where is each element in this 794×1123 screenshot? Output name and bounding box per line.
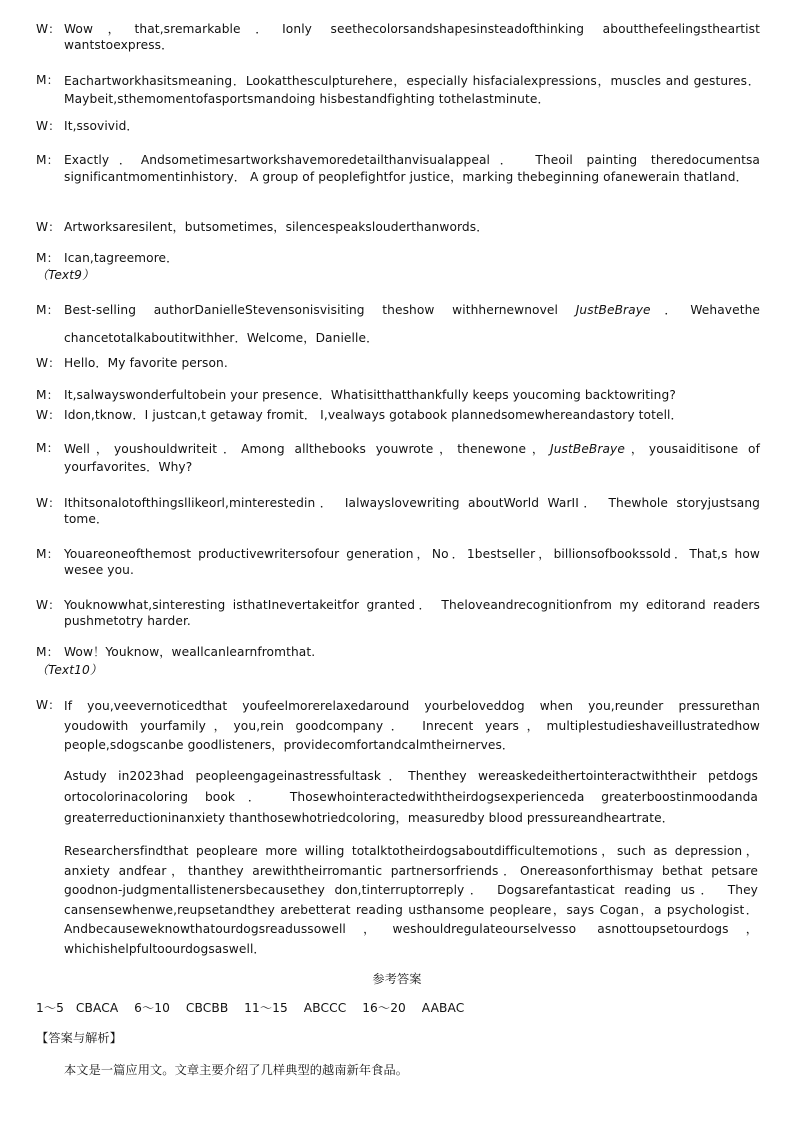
analysis-heading: 【答案与解析】 — [36, 1031, 123, 1045]
dialogue-text: Youareoneofthemost productivewritersofour generation，No．1bestseller，billionsofbookssold．That,s how wesee you. — [64, 547, 760, 577]
section-label-text10: （Text10） — [36, 663, 103, 677]
answer-key-line: 1～5 CBACA 6～10 CBCBB 11～15 ABCCC 16～20 AABAC — [36, 1001, 465, 1015]
dialogue-line — [36, 697, 760, 756]
dialogue-text: Idon,tknow．I justcan,t getaway fromit． I,vealways gotabook plannedsomewhereandastory totell． — [64, 408, 683, 422]
speaker-label: W： — [36, 119, 61, 133]
speaker-label: M： — [36, 645, 59, 659]
section-label-text9: （Text9） — [36, 268, 95, 282]
speaker-label: M： — [36, 547, 59, 561]
dialogue-text: Artworksaresilent，butsometimes，silencespeakslouderthanwords． — [64, 220, 489, 234]
speaker-label: M： — [36, 153, 59, 167]
dialogue-text: Well，youshouldwriteit．Among allthebooks youwrote，thenewone，JustBeBraye，yousaiditisone of yourfavorites．Why? — [64, 442, 760, 474]
dialogue-text: Youknowwhat,sinteresting isthatInevertakeitfor granted． Theloveandrecognitionfrom my editorand readers pushmetotry harder. — [64, 598, 760, 628]
speaker-label: W： — [36, 220, 61, 234]
passage-paragraph: Astudy in2023had peopleengageinastressfultask．Thenthey wereaskedeithertointeractwiththeir petdogs ortocolorinacoloring book． Thosewhointeractedwiththeirdogsexperienceda greaterboostinmoodanda greaterreductioninanxiety thanthosewhotriedcoloring，measuredby blood pressureandheartrate． — [64, 769, 758, 825]
dialogue-line — [36, 72, 760, 108]
speaker-label: W： — [36, 22, 61, 36]
speaker-label: M： — [36, 303, 59, 317]
dialogue-line — [36, 355, 760, 371]
answer-key-heading: 参考答案 — [372, 972, 422, 986]
dialogue-line — [36, 302, 760, 352]
speaker-label: M： — [36, 388, 59, 402]
dialogue-line — [36, 152, 760, 185]
dialogue-text: Wow！Youknow，weallcanlearnfromthat. — [64, 645, 316, 659]
speaker-label: M： — [36, 441, 59, 455]
dialogue-text: Ithitsonalotofthingsllikeorl,minterestedin． Ialwayslovewriting aboutWorld WarII． Thewhole storyjustsang tome． — [64, 496, 760, 526]
speaker-label: W： — [36, 598, 61, 612]
dialogue-line — [36, 644, 760, 660]
speaker-label: W： — [36, 356, 61, 370]
dialogue-line — [36, 407, 760, 423]
dialogue-text: Wow，that,sremarkable．Ionly seethecolorsandshapesinsteadofthinking aboutthefeelingstheartist wantstoexpress． — [64, 22, 760, 52]
analysis-text: 本文是一篇应用文。文章主要介绍了几样典型的越南新年食品。 — [64, 1063, 409, 1077]
dialogue-line — [36, 21, 760, 53]
dialogue-line — [36, 597, 760, 629]
dialogue-text: It,ssovivid． — [64, 119, 139, 133]
book-title: JustBeBraye — [550, 442, 625, 456]
dialogue-line — [36, 387, 760, 403]
dialogue-line — [36, 118, 760, 134]
speaker-label: W： — [36, 496, 61, 510]
dialogue-text: Hello．My favorite person. — [64, 356, 228, 370]
passage-paragraph: Researchersfindthat peopleare more willing totalktotheirdogsaboutdifficultemotions，such as depression，anxiety andfear，thanthey arewiththeirromantic partnersorfriends．Onereasonforthismay bethat petsare goodnon-judgmentallistenersbecausethey don,tinterruptorreply． Dogsarefantasticat reading us． They cansensewhenwe,reupsetandthey arebetterat reading usthansome peopleare，says Cogan，a psychologist． Andbecauseweknowthatourdogsreadussowell，weshouldregulateourselvesso asnottoupsetourdogs，whichishelpfultoourdogsaswell． — [64, 844, 758, 956]
dialogue-text: Exactly．Andsometimesartworkshavemoredetailthanvisualappeal． Theoil painting theredocumentsa significantmomentinhistory． A group of peoplefightfor justice，marking thebeginning ofanewerain thatland． — [64, 153, 760, 184]
dialogue-text: Ican,tagreemore． — [64, 251, 179, 265]
dialogue-line — [36, 495, 760, 527]
dialogue-line — [36, 250, 760, 266]
dialogue-line — [36, 219, 760, 235]
dialogue-text: It,salwayswonderfultobein your presence．Whatisitthatthankfully keeps youcoming backtowriting? — [64, 388, 676, 402]
speaker-label: M： — [36, 73, 59, 87]
dialogue-line — [36, 546, 760, 578]
speaker-label: M： — [36, 251, 59, 265]
speaker-label: W： — [36, 698, 61, 712]
book-title: JustBeBraye — [575, 303, 651, 317]
dialogue-text: Best-selling authorDanielleStevensonisvisiting theshow withhernewnovel JustBeBraye．Wehavethe chancetotalkaboutitwithher．Welcome，Danielle． — [64, 303, 760, 345]
dialogue-text: If you,veevernoticedthat youfeelmorerelaxedaround yourbeloveddog when you,reunder pressurethan youdowith yourfamily，you,rein goodcompany． Inrecent years，multiplestudieshaveillustratedhow people,sdogscanbe goodlisteners，providecomfortandcalmtheirnerves． — [64, 699, 760, 752]
dialogue-line — [36, 440, 760, 476]
speaker-label: W： — [36, 408, 61, 422]
dialogue-text: Eachartworkhasitsmeaning．Lookatthesculpturehere，especially hisfacialexpressions，muscles and gestures．Maybeit,sthemomentofasportsmandoing hisbestandfighting tothelastminute． — [64, 74, 760, 106]
